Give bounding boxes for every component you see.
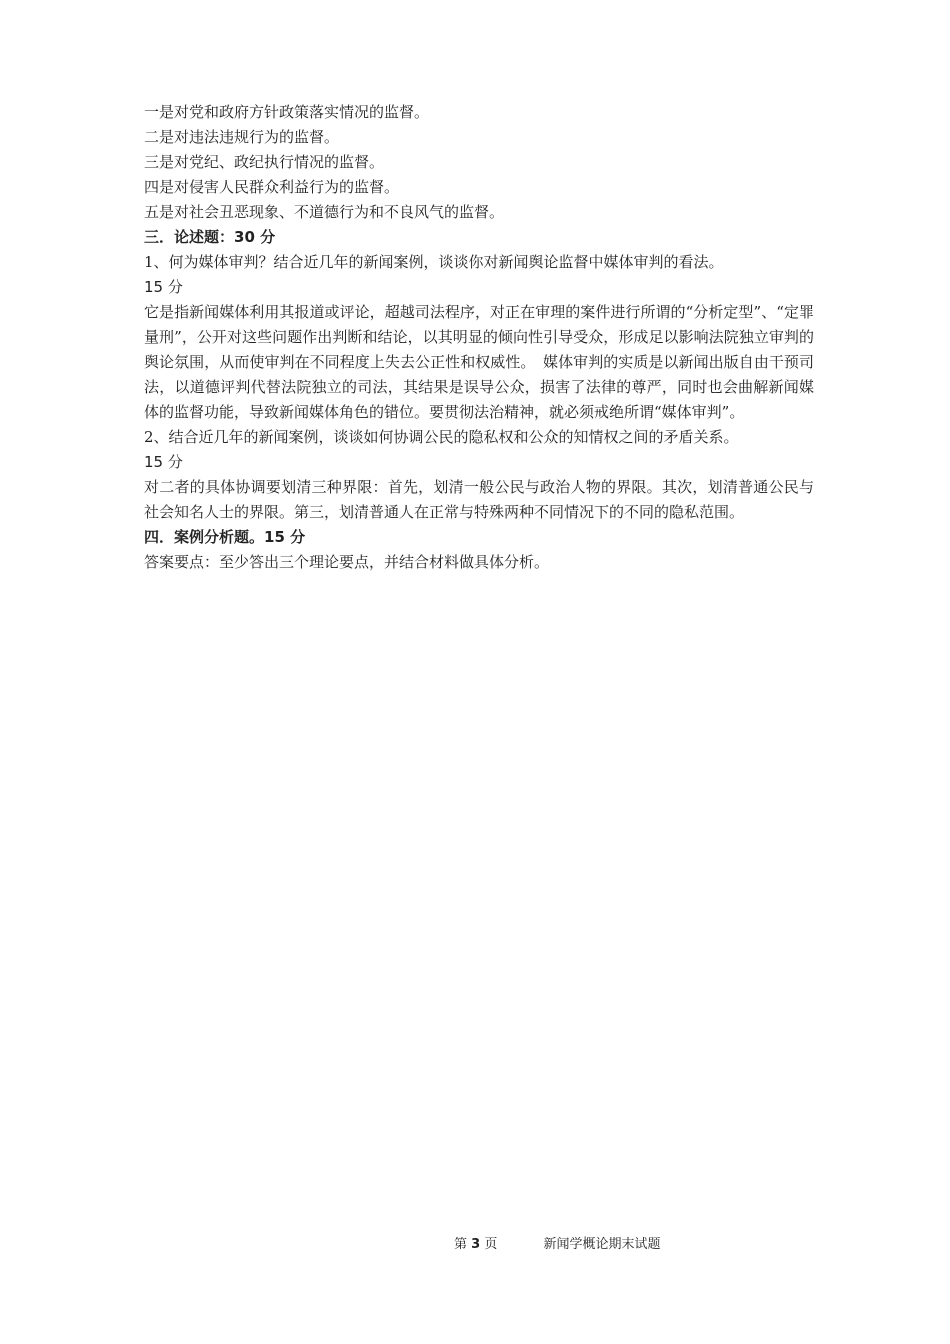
supervision-item-4: 四是对侵害人民群众利益行为的监督。	[144, 178, 400, 196]
footer-doc-title: 新闻学概论期末试题	[543, 1237, 661, 1252]
supervision-item-3: 三是对党纪、政纪执行情况的监督。	[144, 153, 385, 171]
question-2-answer: 对二者的具体协调要划清三种界限：首先，划清一般公民与政治人物的界限。其次，划清普通公民与社会知名人士的界限。第三，划清普通人在正常与特殊两种不同情况下的不同的隐私范围。	[144, 478, 814, 521]
question-1: 1、何为媒体审判？结合近几年的新闻案例，谈谈你对新闻舆论监督中媒体审判的看法。	[144, 253, 724, 271]
question-1-score: 15 分	[144, 278, 183, 296]
page-number: 3	[471, 1237, 481, 1252]
question-2-score: 15 分	[144, 453, 183, 471]
section-3-heading: 三．论述题：30 分	[144, 228, 276, 246]
supervision-item-2: 二是对违法违规行为的监督。	[144, 128, 340, 146]
document-body	[144, 100, 814, 575]
section-4-answer: 答案要点：至少答出三个理论要点，并结合材料做具体分析。	[144, 553, 550, 571]
supervision-item-5: 五是对社会丑恶现象、不道德行为和不良风气的监督。	[144, 203, 505, 221]
question-2: 2、结合近几年的新闻案例，谈谈如何协调公民的隐私权和公众的知情权之间的矛盾关系。	[144, 428, 739, 446]
page-number-label: 第 3 页	[454, 1237, 498, 1252]
section-4-heading: 四．案例分析题。15 分	[144, 528, 306, 546]
page-footer	[454, 1236, 661, 1254]
question-1-answer: 它是指新闻媒体利用其报道或评论，超越司法程序，对正在审理的案件进行所谓的“分析定型”、“定罪量刑”，公开对这些问题作出判断和结论，以其明显的倾向性引导受众，形成足以影响法院独立审判的舆论氛围，从而使审判在不同程度上失去公正性和权威性。 媒体审判的实质是以新闻出版自由干预司法，以道德评判代替法院独立的司法，其结果是误导公众，损害了法律的尊严，同时也会曲解新闻媒体的监督功能，导致新闻媒体角色的错位。要贯彻法治精神，就必须戒绝所谓“媒体审判”。	[144, 303, 814, 421]
supervision-item-1: 一是对党和政府方针政策落实情况的监督。	[144, 103, 430, 121]
